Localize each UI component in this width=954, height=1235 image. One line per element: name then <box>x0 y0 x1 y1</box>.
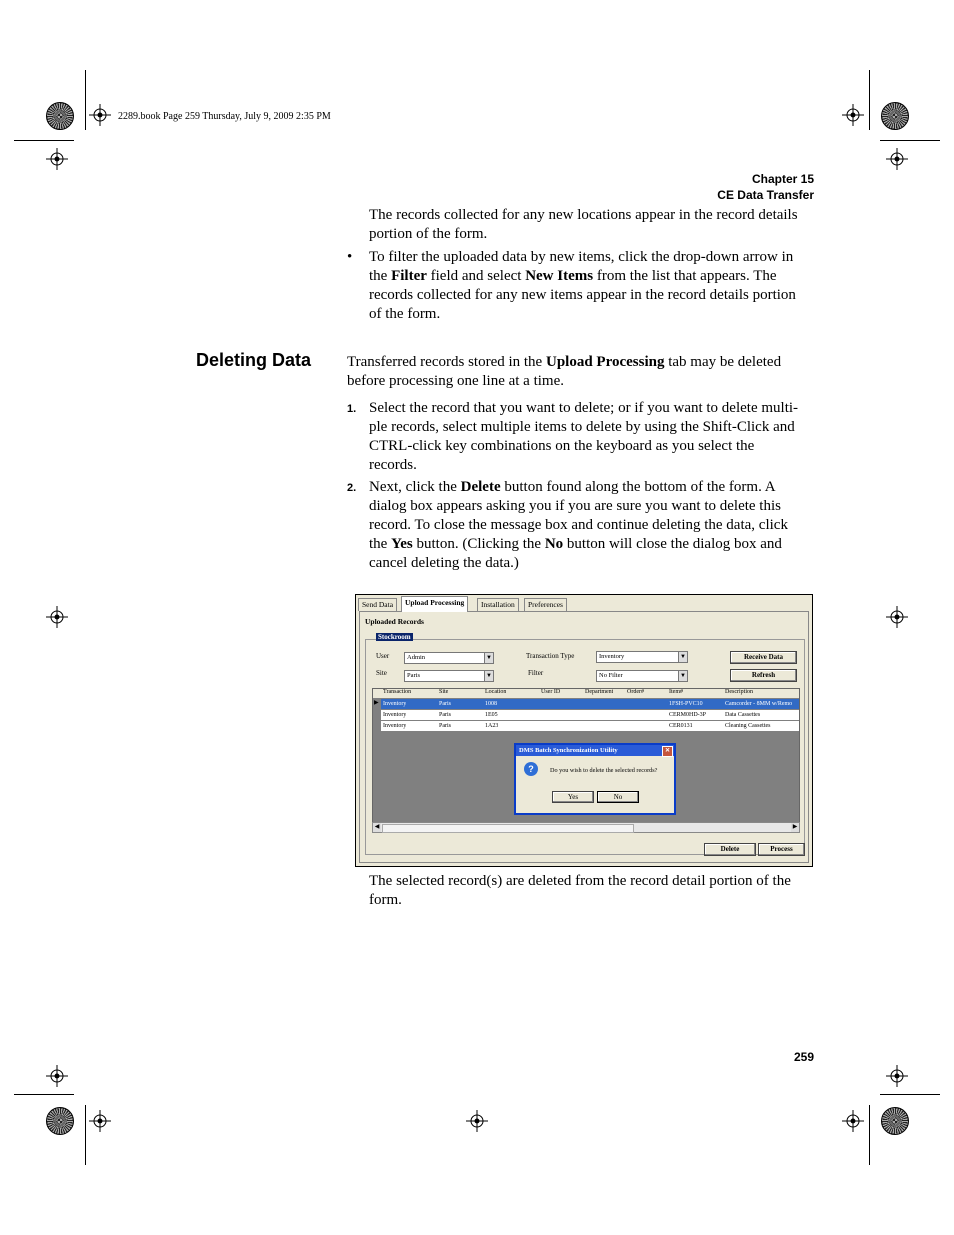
text-run: the <box>369 268 392 284</box>
app-screenshot-figure <box>355 594 813 867</box>
text-line <box>369 267 796 286</box>
upload-processing-panel <box>359 611 809 863</box>
text-line <box>347 372 781 391</box>
chevron-down-icon[interactable]: ▼ <box>484 671 493 681</box>
registration-mark-icon <box>842 104 864 126</box>
transaction-type-value: Inventory <box>599 653 625 660</box>
delete-button[interactable]: Delete <box>704 843 756 856</box>
tab-installation[interactable]: Installation <box>477 598 519 611</box>
stockroom-group <box>365 633 805 855</box>
grid-header <box>373 689 799 698</box>
text-run: record. To close the message box and continue deleting the data, click <box>369 517 788 533</box>
filter-select[interactable] <box>596 670 688 682</box>
bullet-symbol: • <box>347 249 353 265</box>
crop-mark <box>14 140 74 141</box>
table-cell: Inventory <box>383 723 407 729</box>
color-rosette-icon <box>881 102 909 130</box>
text-run: before processing one line at a time. <box>347 373 565 389</box>
ui-term: Delete <box>460 479 501 495</box>
tab-send-data[interactable]: Send Data <box>358 598 397 611</box>
scroll-right-icon[interactable]: ▶ <box>792 824 798 830</box>
registration-mark-icon <box>886 1065 908 1087</box>
text-run: Transferred records stored in the <box>347 354 546 370</box>
yes-button[interactable]: Yes <box>552 791 594 803</box>
text-line <box>369 286 796 305</box>
registration-mark-icon <box>89 1110 111 1132</box>
table-cell: Cleaning Cassettes <box>725 723 771 729</box>
registration-mark-icon <box>46 148 68 170</box>
color-rosette-icon <box>46 1107 74 1135</box>
step-2-text <box>369 478 788 573</box>
text-line <box>369 554 788 573</box>
dialog-titlebar <box>516 745 674 756</box>
running-head-title: CE Data Transfer <box>717 188 814 202</box>
filter-label: Filter <box>528 669 544 677</box>
step-number: 2. <box>347 482 357 494</box>
table-cell: Camcorder - 8MM w/Remo <box>725 701 793 707</box>
text-line <box>369 497 788 516</box>
color-rosette-icon <box>881 1107 909 1135</box>
table-cell: Data Cassettes <box>725 712 761 718</box>
ui-term: Yes <box>391 536 413 552</box>
table-cell: Paris <box>439 723 451 729</box>
registration-mark-icon <box>886 148 908 170</box>
user-label: User <box>376 652 390 660</box>
table-cell: Inventory <box>383 712 407 718</box>
registration-mark-icon <box>46 1065 68 1087</box>
no-button[interactable]: No <box>597 791 639 803</box>
chevron-down-icon[interactable]: ▼ <box>678 652 687 662</box>
column-header[interactable]: Transaction <box>383 689 412 695</box>
tab-upload-processing[interactable]: Upload Processing <box>401 596 468 612</box>
step-number: 1. <box>347 403 357 415</box>
panel-title: Uploaded Records <box>365 617 424 626</box>
process-button[interactable]: Process <box>758 843 805 856</box>
table-cell: CERM0HD-3P <box>669 712 707 718</box>
registration-mark-icon <box>886 606 908 628</box>
section-lead <box>347 353 781 391</box>
section-heading: Deleting Data <box>196 350 312 370</box>
registration-mark-icon <box>46 606 68 628</box>
table-cell: 1A23 <box>485 723 499 729</box>
text-run: field and select <box>426 268 526 284</box>
intro-paragraph: The records collected for any new locations appear in the record details portion of the form. <box>369 207 798 242</box>
color-rosette-icon <box>46 102 74 130</box>
running-head-chapter: Chapter 15 <box>751 172 814 186</box>
column-header[interactable]: Order# <box>627 689 644 695</box>
text-run: cancel deleting the data.) <box>369 555 519 571</box>
close-icon[interactable]: ✕ <box>662 746 673 757</box>
text-run: dialog box appears asking you if you are sure you want to delete this <box>369 498 781 514</box>
text-run: button. (Clicking the <box>412 536 545 552</box>
registration-mark-icon <box>89 104 111 126</box>
crop-mark <box>869 70 870 130</box>
registration-mark-icon <box>466 1110 488 1132</box>
print-slug: 2289.book Page 259 Thursday, July 9, 2009 2:35 PM <box>118 111 331 122</box>
text-line: CTRL-click key combinations on the keyboard as you select the <box>369 438 755 454</box>
scroll-thumb[interactable] <box>382 824 634 833</box>
table-cell: 1008 <box>485 701 497 707</box>
transaction-type-label: Transaction Type <box>526 652 575 660</box>
site-label: Site <box>376 669 387 677</box>
text-run: tab may be deleted <box>664 354 782 370</box>
table-cell: Paris <box>439 712 451 718</box>
dialog-message: Do you wish to delete the selected records? <box>550 767 658 774</box>
column-header[interactable]: Item# <box>669 689 683 695</box>
registration-mark-icon <box>842 1110 864 1132</box>
user-value: Admin <box>407 654 426 661</box>
crop-mark <box>85 70 86 130</box>
column-header[interactable]: Location <box>485 689 507 695</box>
horizontal-scrollbar[interactable] <box>372 822 800 833</box>
table-cell: 1E05 <box>485 712 498 718</box>
row-pointer-icon: ▶ <box>374 700 379 706</box>
text-line <box>369 516 788 535</box>
column-header[interactable]: Department <box>585 689 614 695</box>
receive-data-button[interactable]: Receive Data <box>730 651 797 664</box>
scroll-left-icon[interactable]: ◀ <box>374 824 380 830</box>
ui-term: Filter <box>391 268 427 284</box>
text-line <box>347 353 781 372</box>
text-line: ple records, select multiple items to delete by using the Shift-Click and <box>369 419 795 435</box>
text-run: button will close the dialog box and <box>563 536 782 552</box>
text-line: records. <box>369 457 417 473</box>
ui-term: Upload Processing <box>545 354 665 370</box>
text-run: Next, click the <box>369 479 461 495</box>
site-value: Paris <box>407 672 420 679</box>
text-run: records collected for any new items appear in the record details portion <box>369 287 796 303</box>
refresh-button[interactable]: Refresh <box>730 669 797 682</box>
table-cell: Inventory <box>383 701 407 707</box>
crop-mark <box>869 1105 870 1165</box>
ui-term: New Items <box>525 268 594 284</box>
filter-value: No Filter <box>599 672 623 679</box>
column-header[interactable]: Description <box>725 689 753 695</box>
crop-mark <box>880 1094 940 1095</box>
table-row[interactable] <box>381 710 799 720</box>
text-run: To filter the uploaded data by new items, click the drop-down arrow in <box>369 249 794 265</box>
text-line: Select the record that you want to delete; or if you want to delete multi- <box>369 400 799 416</box>
page-number: 259 <box>793 1050 814 1064</box>
text-run: of the form. <box>369 306 441 322</box>
step-1-text <box>369 399 798 475</box>
table-row[interactable] <box>381 699 799 709</box>
ui-term: No <box>544 536 564 552</box>
user-select[interactable] <box>404 652 494 664</box>
text-line <box>369 248 796 267</box>
closing-paragraph: The selected record(s) are deleted from the record detail portion of the form. <box>369 873 791 908</box>
chevron-down-icon[interactable]: ▼ <box>484 653 493 663</box>
crop-mark <box>85 1105 86 1165</box>
bullet-text <box>369 248 796 324</box>
table-row[interactable] <box>381 721 799 731</box>
question-icon: ? <box>524 762 538 776</box>
text-line <box>369 478 788 497</box>
text-run: button found along the bottom of the form. A <box>500 479 776 495</box>
tab-preferences[interactable]: Preferences <box>524 598 567 611</box>
dialog-title: DMS Batch Synchronization Utility <box>519 747 618 754</box>
crop-mark <box>14 1094 74 1095</box>
text-run: the <box>369 536 392 552</box>
table-cell: CER0131 <box>669 723 693 729</box>
transaction-type-select[interactable] <box>596 651 688 663</box>
table-cell: 1FSH-PVC10 <box>669 701 703 707</box>
group-title: Stockroom <box>378 633 411 641</box>
table-cell: Paris <box>439 701 451 707</box>
text-line <box>369 305 796 324</box>
text-run: from the list that appears. The <box>593 268 777 284</box>
text-line <box>369 535 788 554</box>
column-header[interactable]: User ID <box>541 689 561 695</box>
chevron-down-icon[interactable]: ▼ <box>678 671 687 681</box>
column-header[interactable]: Site <box>439 689 449 695</box>
crop-mark <box>880 140 940 141</box>
confirm-delete-dialog <box>514 743 676 815</box>
site-select[interactable] <box>404 670 494 682</box>
